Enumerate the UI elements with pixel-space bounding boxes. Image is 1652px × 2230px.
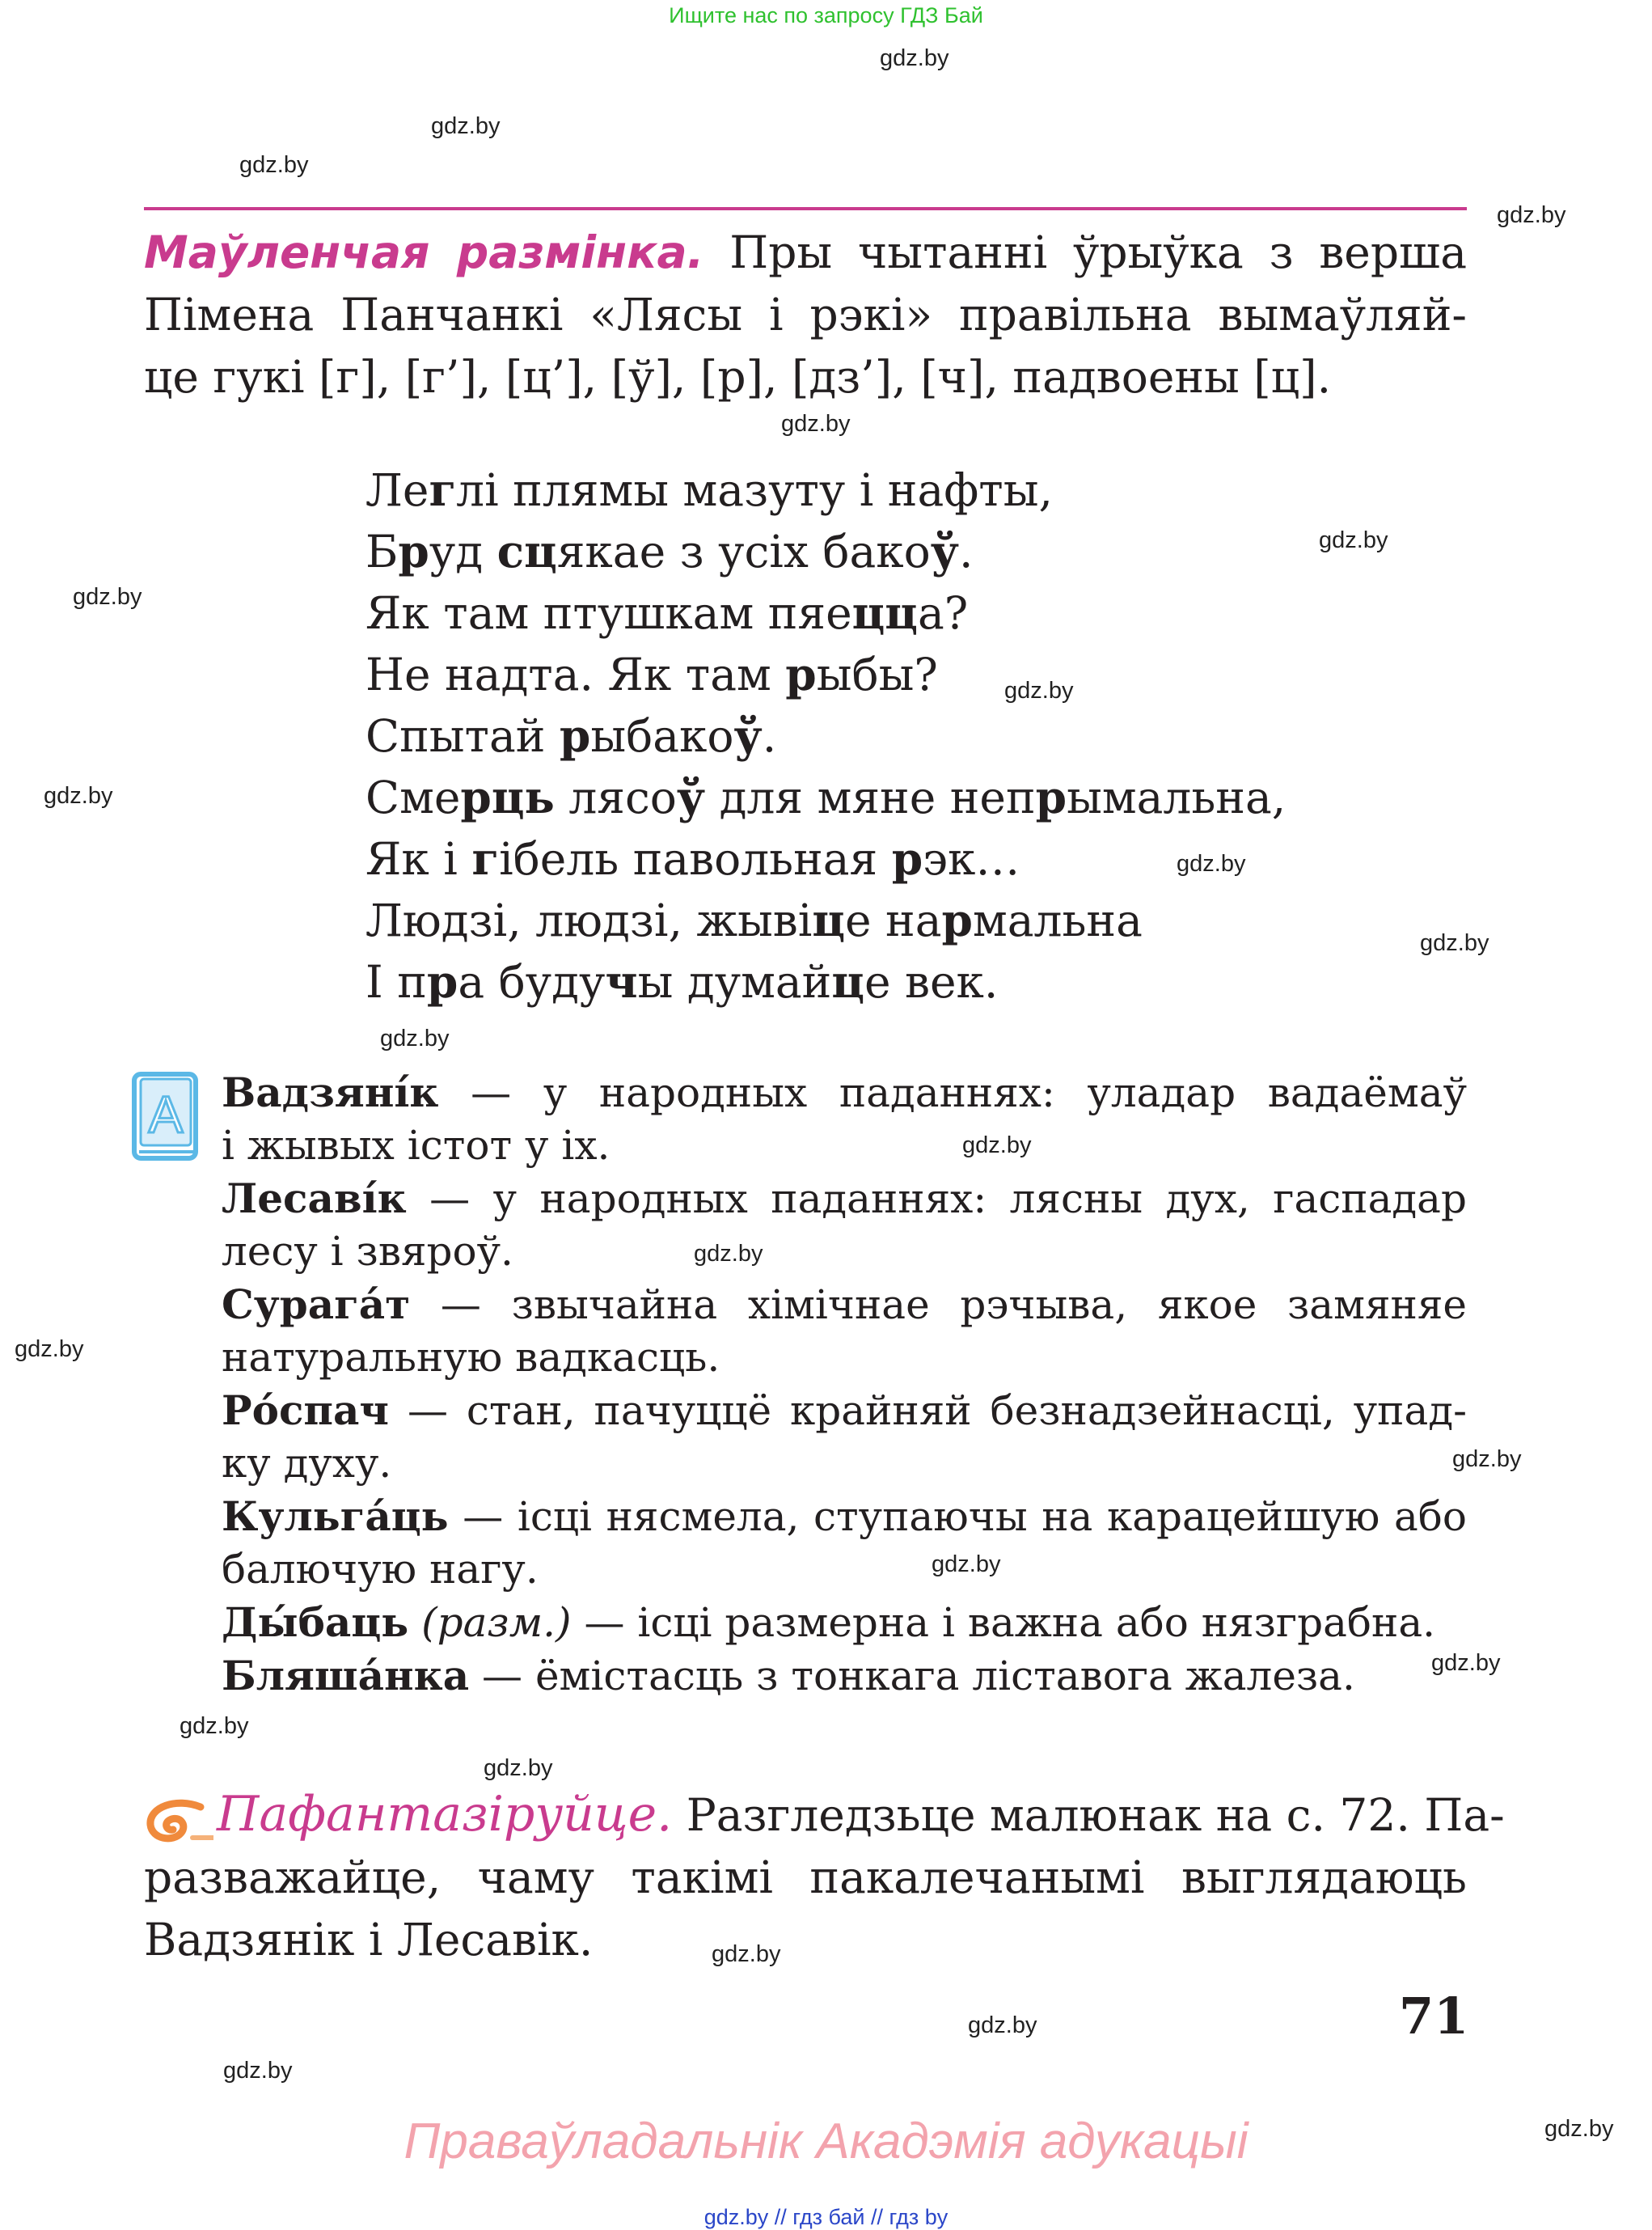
watermark: gdz.by: [44, 783, 113, 809]
poem-line: Не надта. Як там рыбы?: [365, 648, 938, 700]
glossary-definition: лесу і звяроў.: [222, 1228, 513, 1275]
fantasize-line-3: Вадзянік і Лесавік.: [144, 1914, 594, 1966]
glossary-definition: — у народных паданнях: лясны дух, гаспадар: [406, 1175, 1467, 1222]
glossary-definition: — ісці размерна і важна або нязграбна.: [571, 1599, 1436, 1646]
warmup-paragraph: [144, 222, 1467, 408]
watermark: gdz.by: [15, 1336, 84, 1362]
watermark: gdz.by: [223, 2058, 293, 2084]
watermark: gdz.by: [962, 1132, 1032, 1158]
glossary-entry: [222, 1649, 1467, 1703]
watermark: gdz.by: [1452, 1446, 1522, 1472]
watermark: gdz.by: [239, 152, 309, 178]
warmup-line-2: Пімена Панчанкі «Лясы і рэкі» правільна вымаўляй-: [144, 289, 1467, 341]
watermark: gdz.by: [781, 411, 851, 437]
top-note[interactable]: Ищите нас по запросу ГДЗ Бай: [669, 3, 983, 28]
glossary-entry: [222, 1490, 1467, 1596]
warmup-line-1: Маўленчая размінка. Пры чытанні ўрыўка з верша: [144, 226, 1467, 278]
fantasize-paragraph: [144, 1784, 1505, 1971]
glossary-term: Ро́спач: [222, 1386, 389, 1434]
watermark: gdz.by: [73, 584, 142, 610]
poem: [365, 459, 1286, 1013]
watermark: gdz.by: [380, 1026, 450, 1052]
warmup-heading: Маўленчая размінка.: [144, 226, 704, 278]
glossary-entry: [222, 1172, 1467, 1278]
poem-line: Бруд сцякае з усіх бакоў.: [365, 525, 974, 578]
glossary-definition: — ёмістасць з тонкага ліставога жалеза.: [469, 1652, 1355, 1699]
watermark: gdz.by: [1004, 678, 1074, 704]
fantasize-heading: Пафантазіруйце.: [217, 1786, 673, 1843]
watermark: gdz.by: [1420, 930, 1489, 956]
poem-line: Смерць лясоў для мяне непрымальна,: [365, 771, 1287, 823]
watermark: gdz.by: [180, 1713, 249, 1739]
glossary-definition: — у народных паданнях: уладар вадаёмаў: [438, 1069, 1467, 1116]
glossary-definition: — ісці нясмела, ступаючы на карацейшую або: [448, 1493, 1467, 1540]
watermark: gdz.by: [1177, 851, 1246, 877]
glossary-term: Лесаві́к: [222, 1174, 407, 1222]
glossary-definition: — звычайна хімічнае рэчыва, якое замяняе: [410, 1281, 1467, 1328]
glossary-term: Кульга́ць: [222, 1492, 449, 1540]
glossary-term: Ды́баць: [222, 1598, 409, 1646]
glossary-definition: і жывых істот у іх.: [222, 1122, 611, 1169]
fantasize-line-1: Пафантазіруйце. Разгледзьце малюнак на с. 72. Па-: [217, 1786, 1505, 1843]
watermark: gdz.by: [431, 113, 501, 139]
watermark: gdz.by: [712, 1941, 781, 1967]
poem-line: Як там птушкам пяецца?: [365, 586, 969, 639]
watermark: gdz.by: [1431, 1650, 1501, 1676]
section-divider: [144, 207, 1467, 210]
poem-line: Спытай рыбакоў.: [365, 709, 777, 762]
glossary-term: Сурага́т: [222, 1280, 411, 1328]
poem-line: І пра будучы думайце век.: [365, 955, 999, 1008]
watermark: gdz.by: [694, 1241, 763, 1267]
fantasize-line-2: разважайце, чаму такімі пакалечанымі выглядаюць: [144, 1851, 1467, 1903]
glossary-entry: [222, 1066, 1467, 1172]
glossary-term: Бляша́нка: [222, 1652, 470, 1699]
watermark: gdz.by: [968, 2012, 1037, 2038]
glossary-entry: [222, 1384, 1467, 1490]
copyright-owner: Праваўладальнік Акадэмія адукацыі: [403, 2114, 1249, 2169]
glossary-definition: ку духу.: [222, 1440, 392, 1487]
watermark: gdz.by: [1319, 527, 1388, 553]
watermark: gdz.by: [932, 1551, 1001, 1577]
poem-line: Людзі, людзі, жывіце нармальна: [365, 894, 1143, 946]
glossary-definition: натуральную вадкасць.: [222, 1334, 720, 1381]
glossary-definition: — стан, пачуццё крайняй безнадзейнасці, упад-: [388, 1387, 1467, 1434]
watermark: gdz.by: [484, 1755, 553, 1781]
glossary-note: (разм.): [408, 1599, 572, 1646]
watermark: gdz.by: [1497, 202, 1566, 228]
glossary-term: Вадзяні́к: [222, 1068, 439, 1116]
page-number: 71: [1399, 1987, 1469, 2046]
footer-links[interactable]: gdz.by // гдз бай // гдз by: [703, 2205, 949, 2229]
poem-line: Як і гібель павольная рэк…: [365, 832, 1020, 885]
glossary-entry: [222, 1596, 1467, 1649]
watermark: gdz.by: [880, 45, 949, 71]
dictionary-book-icon: [129, 1068, 202, 1165]
glossary-definition: балючую нагу.: [222, 1546, 539, 1593]
glossary-entry: [222, 1278, 1467, 1384]
poem-line: Леглі плямы мазуту і нафты,: [365, 463, 1053, 516]
warmup-line-3: це гукі [г], [г’], [ц’], [ў], [р], [дз’], [ч], падвоены [ц].: [144, 351, 1332, 403]
watermark: gdz.by: [1544, 2116, 1614, 2142]
glossary: [222, 1066, 1467, 1703]
dictionary-icon-letter: А: [148, 1085, 184, 1144]
